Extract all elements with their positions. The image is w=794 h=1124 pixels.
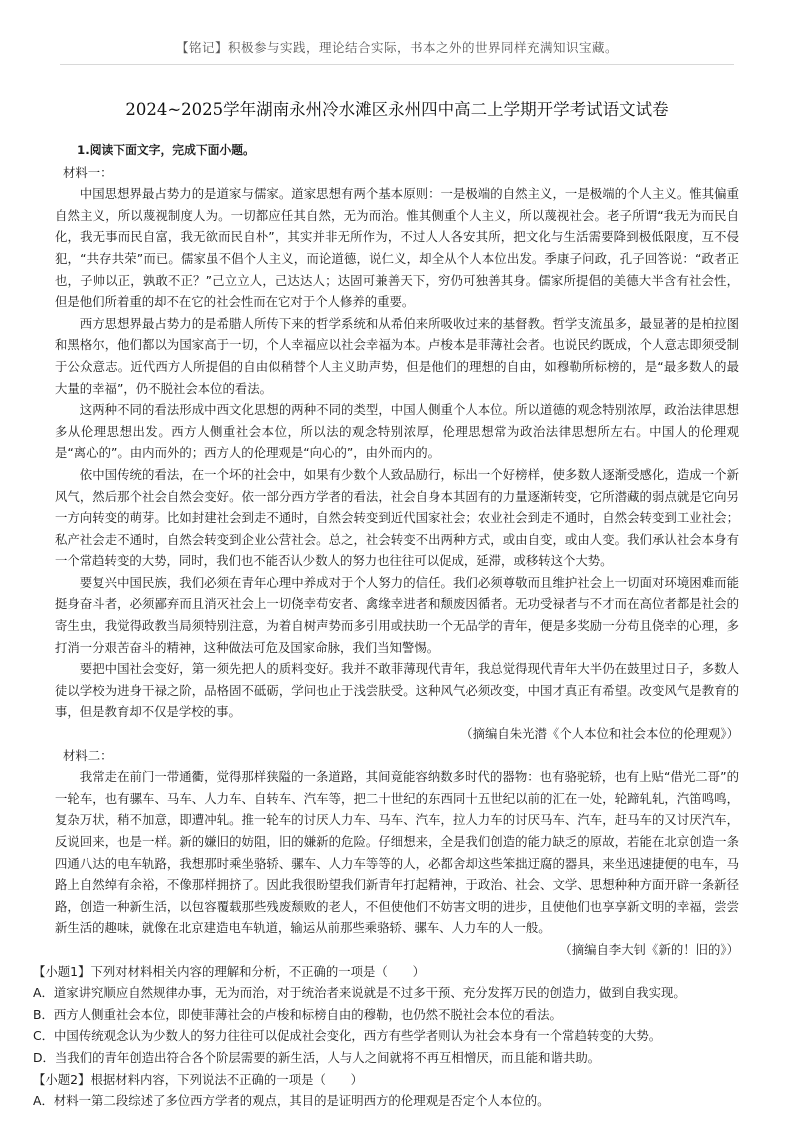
subquestion1-option-b[interactable]: B．西方人侧重社会本位，即使菲薄社会的卢梭和标榜自由的穆勒，也仍然不脱社会本位的看法。 [33, 1006, 562, 1022]
header-motto: 【铭记】积极参与实践，理论结合实际，书本之外的世界同样充满知识宝藏。 [175, 40, 618, 55]
question-header: 1.阅读下面文字，完成下面小题。 [77, 143, 255, 157]
material1-paragraph: 要把中国社会变好，第一须先把人的质料变好。我并不敢菲薄现代青年，我总觉得现代青年大半仍在鼓里过日子，多数人徒以学校为进身干禄之阶，品格固不砥砺，学问也止于浅尝肤受。这种风气必须改变，中国才真正有希望。改变风气是教育的事，但是教育却不仅是学校的事。 [55, 661, 739, 720]
material1-paragraph: 中国思想界最占势力的是道家与儒家。道家思想有两个基本原则：一是极端的自然主义，一是极端的个人主义。惟其偏重自然主义，所以蔑视制度人为。一切都应任其自然，无为而治。惟其侧重个人主义，所以蔑视社会。老子所谓“我无为而民自化，我无事而民自富，我无欲而民自朴”，其实并非无所作为，不过人人各安其所，把文化与生活需要降到极低限度，互不侵犯，“共存共荣”而已。儒家虽不倡个人主义，而论道德，说仁义，却全从个人本位出发。季康子问政，孔子回答说：“政者正也，子帅以正，孰敢不正？”己立立人，己达达人；达固可兼善天下，穷仍可独善其身。儒家所提倡的美德大半含有社会性，但是他们所着重的却不在它的社会性而在它对于个人修养的重要。 [55, 186, 739, 310]
exam-content [33, 140, 739, 1112]
material1-paragraph: 这两种不同的看法形成中西文化思想的两种不同的类型，中国人侧重个人本位。所以道德的观念特别浓厚，政治法律思想多从伦理思想出发。西方人侧重社会本位，所以法的观念特别浓厚，伦理思想常为政治法律思想所左右。中国人的伦理观是“离心的”。由内而外的；西方人的伦理观是“向心的”，由外而内的。 [55, 402, 739, 461]
material1-paragraph: 要复兴中国民族，我们必须在青年心理中养成对于个人努力的信任。我们必须尊敬而且维护社会上一切面对环境困难而能挺身奋斗者，必须鄙弃而且消灭社会上一切侥幸苟安者、禽缘幸进者和颓废因循者。无功受禄者与不才而在高位者都是社会的寄生虫，我觉得政教当局须特别注意，为着自树声势而多引用或扶助一个无品学的青年，便是多奖励一分苟且侥幸的心理，多打消一分艰苦奋斗的精神，这种做法可危及国家命脉，我们当知警惕。 [55, 574, 739, 655]
material1-paragraph: 依中国传统的看法，在一个坏的社会中，如果有少数个人致品励行，标出一个好榜样，使多数人逐渐受感化，造成一个新风气，然后那个社会自然会变好。依一部分西方学者的看法，社会自身本其固有的力量逐渐转变，它所潜藏的弱点就是它向另一方向转变的萌芽。比如封建社会到走不通时，自然会转变到近代国家社会；农业社会到走不通时，自然会转变到工业社会；私产社会走不通时，自然会转变到企业公营社会。总之，社会转变不出两种方式，或由自变，或由人变。我们承认社会本身有一个常趋转变的大势，同时，我们也不能否认少数人的努力也往往可以促成，延滞，或移转这个大势。 [55, 466, 739, 569]
material1-source: （摘编自朱光潜《个人本位和社会本位的伦理观》） [460, 726, 739, 742]
subquestion1-option-c[interactable]: C．中国传统观念认为少数人的努力往往可以促成社会变化，西方有些学者则认为社会本身有一个常趋转变的大势。 [33, 1028, 662, 1044]
header-divider [60, 64, 734, 65]
material2-paragraph: 我常走在前门一带通衢，觉得那样狭隘的一条道路，其间竟能容纳数多时代的器物：也有骆驼轿，也有上贴“借光二哥”的一轮车，也有骡车、马车、人力车、自转车、汽车等，把二十世纪的东西同十五世纪以前的汇在一处，轮蹄轧轧，汽笛鸣鸣，复杂万状，稍不加意，即遭冲轧。推一轮车的讨厌人力车、马车、汽车，拉人力车的讨厌马车、汽车，赶马车的又讨厌汽车，反说回来，也是一样。新的嫌旧的妨阻，旧的嫌新的危险。仔细想来，全是我们创造的能力缺乏的原故，若能在北京创造一条四通八达的电车轨路，我想那时乘坐骆轿、骡车、人力车等等的人，必都舍却这些笨拙迂腐的器具，来坐迅速捷便的电车，马路上自然绰有余裕，不像那样拥挤了。因此我很盼望我们新青年打起精神，于政治、社会、文学、思想种种方面开辟一条新径路，创造一种新生活，以包容覆载那些残废颓败的老人，不但使他们不妨害文明的进步，且使他们也享享新文明的幸福，尝尝新生活的趣味，就像在北京建造电车轨道，输运从前那些乘骆轿、骡车、人力车的人一般。 [55, 769, 739, 936]
material2-label: 材料二： [63, 747, 113, 763]
material1-label: 材料一： [63, 164, 113, 180]
subquestion1-option-d[interactable]: D．当我们的青年创造出符合各个阶层需要的新生活，人与人之间就将不再互相憎厌，而且能和谐共助。 [33, 1049, 601, 1065]
exam-title: 2024~2025学年湖南永州冷水滩区永州四中高二上学期开学考试语文试卷 [125, 100, 669, 119]
subquestion2-option-a[interactable]: A．材料一第二段综述了多位西方学者的观点，其目的是证明西方的伦理观是否定个人本位的。 [33, 1093, 550, 1109]
material2-source: （摘编自李大钊《新的！旧的》） [559, 941, 739, 957]
subquestion1-option-a[interactable]: A．道家讲究顺应自然规律办事，无为而治，对于统治者来说就是不过多干预、充分发挥万民的创造力，做到自我实现。 [33, 985, 686, 1001]
material1-paragraph: 西方思想界最占势力的是希腊人所传下来的哲学系统和从希伯来所吸收过来的基督教。哲学支流虽多，最显著的是柏拉图和黑格尔，他们都以为国家高于一切，个人幸福应以社会幸福为本。卢梭本是菲薄社会者。也说民约既成，个人意志即须受制于公众意志。近代西方人所提倡的自由似稍替个人主义助声势，但是他们的理想的自由，如穆勒所标榜的，是“最多数人的最大量的幸福”，仍不脱社会本位的看法。 [55, 315, 739, 396]
subquestion2-stem: 【小题2】根据材料内容，下列说法不正确的一项是（ ） [33, 1071, 364, 1087]
subquestion1-stem: 【小题1】下列对材料相关内容的理解和分析，不正确的一项是（ ） [33, 963, 425, 979]
